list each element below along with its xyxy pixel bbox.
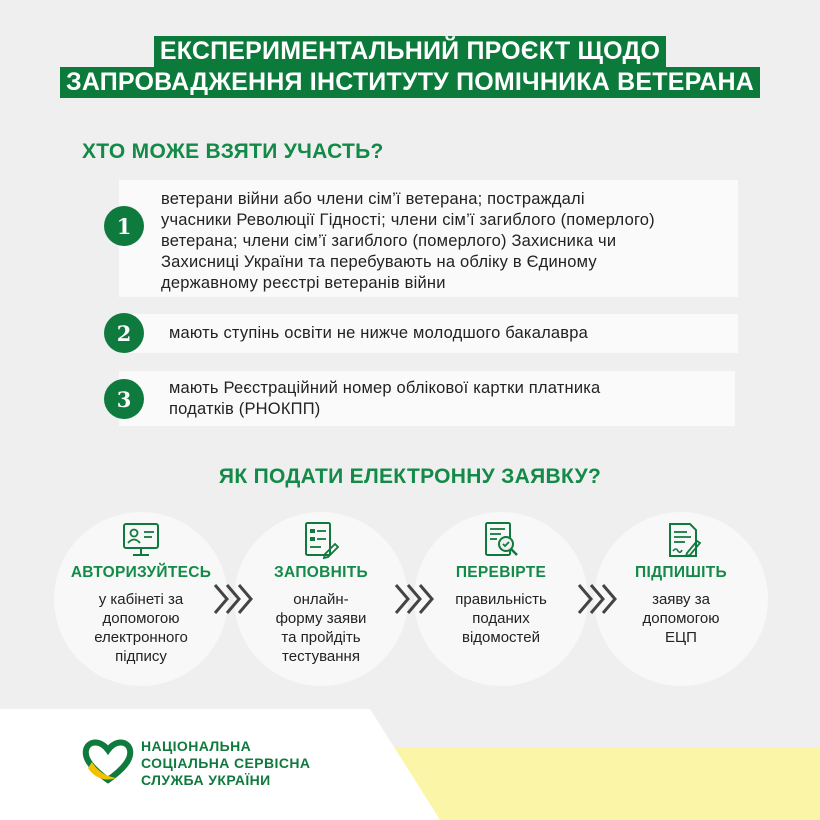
chevron-right-icon	[212, 582, 256, 616]
number-badge-2: 2	[104, 313, 144, 353]
eligibility-text-3: мають Реєстраційний номер облікової картки платника податків (РНОКПП)	[169, 379, 601, 418]
eligibility-text-1: ветерани війни або члени сім’ї ветерана; постраждалі учасники Революції Гідності; члени сім’ї загиблого (померлого) ветерана; члени сім’ї загиблого (померлого) Захисника чи Захисниці України та перебувають на обліку в Єдиному державному реєстрі ветеранів війни	[161, 190, 655, 292]
number-badge-3: 3	[104, 379, 144, 419]
step-text-1: у кабінеті за допомогою електронного підпису	[94, 591, 188, 665]
how-heading: ЯК ПОДАТИ ЕЛЕКТРОННУ ЗАЯВКУ?	[218, 465, 602, 488]
number-badge-1: 1	[104, 206, 144, 246]
page-title	[0, 36, 820, 98]
document-search-icon	[481, 520, 521, 560]
step-text-2: онлайн- форму заяви та пройдіть тестування	[275, 591, 367, 665]
form-fill-icon	[301, 520, 341, 560]
chevron-right-icon	[393, 582, 437, 616]
step-title-3: ПЕРЕВІРТЕ	[455, 564, 547, 581]
eligibility-card-1	[119, 180, 738, 297]
logo-text: НАЦІОНАЛЬНА СОЦІАЛЬНА СЕРВІСНА СЛУЖБА УКРАЇНИ	[141, 738, 311, 788]
title-line-1: ЕКСПЕРИМЕНТАЛЬНИЙ ПРОЄКТ ЩОДО	[154, 36, 666, 67]
who-heading: ХТО МОЖЕ ВЗЯТИ УЧАСТЬ?	[82, 140, 384, 163]
heart-logo-icon	[80, 738, 136, 784]
document-sign-icon	[663, 520, 703, 560]
step-text-4: заяву за допомогою ЕЦП	[642, 591, 720, 646]
step-title-1: АВТОРИЗУЙТЕСЬ	[70, 564, 212, 581]
step-title-2: ЗАПОВНІТЬ	[274, 564, 368, 581]
monitor-user-icon	[121, 520, 161, 560]
step-title-4: ПІДПИШІТЬ	[635, 564, 727, 581]
eligibility-card-2	[119, 314, 738, 353]
eligibility-card-3	[119, 371, 735, 426]
chevron-right-icon	[576, 582, 620, 616]
eligibility-text-2: мають ступінь освіти не нижче молодшого бакалавра	[169, 324, 589, 342]
step-text-3: правильність поданих відомостей	[455, 591, 547, 646]
title-line-2: ЗАПРОВАДЖЕННЯ ІНСТИТУТУ ПОМІЧНИКА ВЕТЕРАНА	[60, 67, 760, 98]
